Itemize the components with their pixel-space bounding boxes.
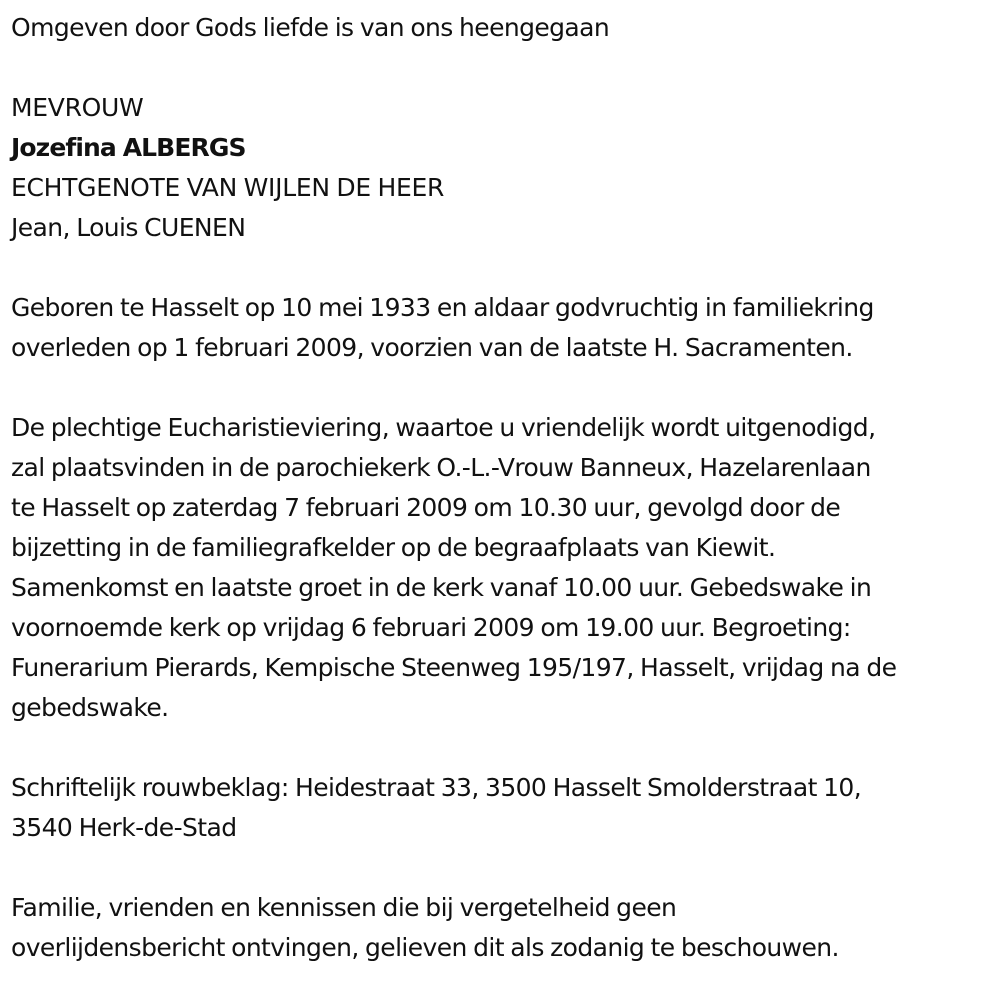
spacer	[11, 248, 996, 288]
paragraph-line: overleden op 1 februari 2009, voorzien van de laatste H. Sacramenten.	[11, 333, 853, 362]
spacer	[11, 48, 996, 88]
spacer	[11, 368, 996, 408]
closing-paragraph	[11, 888, 996, 968]
paragraph-line: Funerarium Pierards, Kempische Steenweg 195/197, Hasselt, vrijdag na de	[11, 653, 897, 682]
paragraph-line: overlijdensbericht ontvingen, gelieven dit als zodanig te beschouwen.	[11, 933, 839, 962]
spouse-name: Jean, Louis CUENEN	[11, 213, 246, 242]
spacer	[11, 728, 996, 768]
paragraph-line: Schriftelijk rouwbeklag: Heidestraat 33, 3500 Hasselt Smolderstraat 10,	[11, 773, 862, 802]
deceased-block	[11, 88, 996, 248]
paragraph-line: Samenkomst en laatste groet in de kerk vanaf 10.00 uur. Gebedswake in	[11, 573, 872, 602]
deceased-prefix: MEVROUW	[11, 93, 144, 122]
obituary-notice	[11, 8, 996, 968]
condolences-paragraph	[11, 768, 996, 848]
deceased-relation: ECHTGENOTE VAN WIJLEN DE HEER	[11, 173, 445, 202]
paragraph-line: Geboren te Hasselt op 10 mei 1933 en aldaar godvruchtig in familiekring	[11, 293, 874, 322]
paragraph-line: voornoemde kerk op vrijdag 6 februari 2009 om 19.00 uur. Begroeting:	[11, 613, 851, 642]
paragraph-line: De plechtige Eucharistieviering, waartoe u vriendelijk wordt uitgenodigd,	[11, 413, 876, 442]
spacer	[11, 848, 996, 888]
intro-text: Omgeven door Gods liefde is van ons heengegaan	[11, 13, 610, 42]
paragraph-line: bijzetting in de familiegrafkelder op de begraafplaats van Kiewit.	[11, 533, 776, 562]
ceremony-paragraph	[11, 408, 996, 728]
paragraph-line: te Hasselt op zaterdag 7 februari 2009 om 10.30 uur, gevolgd door de	[11, 493, 841, 522]
paragraph-line: gebedswake.	[11, 693, 169, 722]
paragraph-line: Familie, vrienden en kennissen die bij vergetelheid geen	[11, 893, 677, 922]
paragraph-line: zal plaatsvinden in de parochiekerk O.-L.-Vrouw Banneux, Hazelarenlaan	[11, 453, 871, 482]
deceased-name: Jozefina ALBERGS	[11, 133, 246, 162]
birth-death-paragraph	[11, 288, 996, 368]
paragraph-line: 3540 Herk-de-Stad	[11, 813, 237, 842]
